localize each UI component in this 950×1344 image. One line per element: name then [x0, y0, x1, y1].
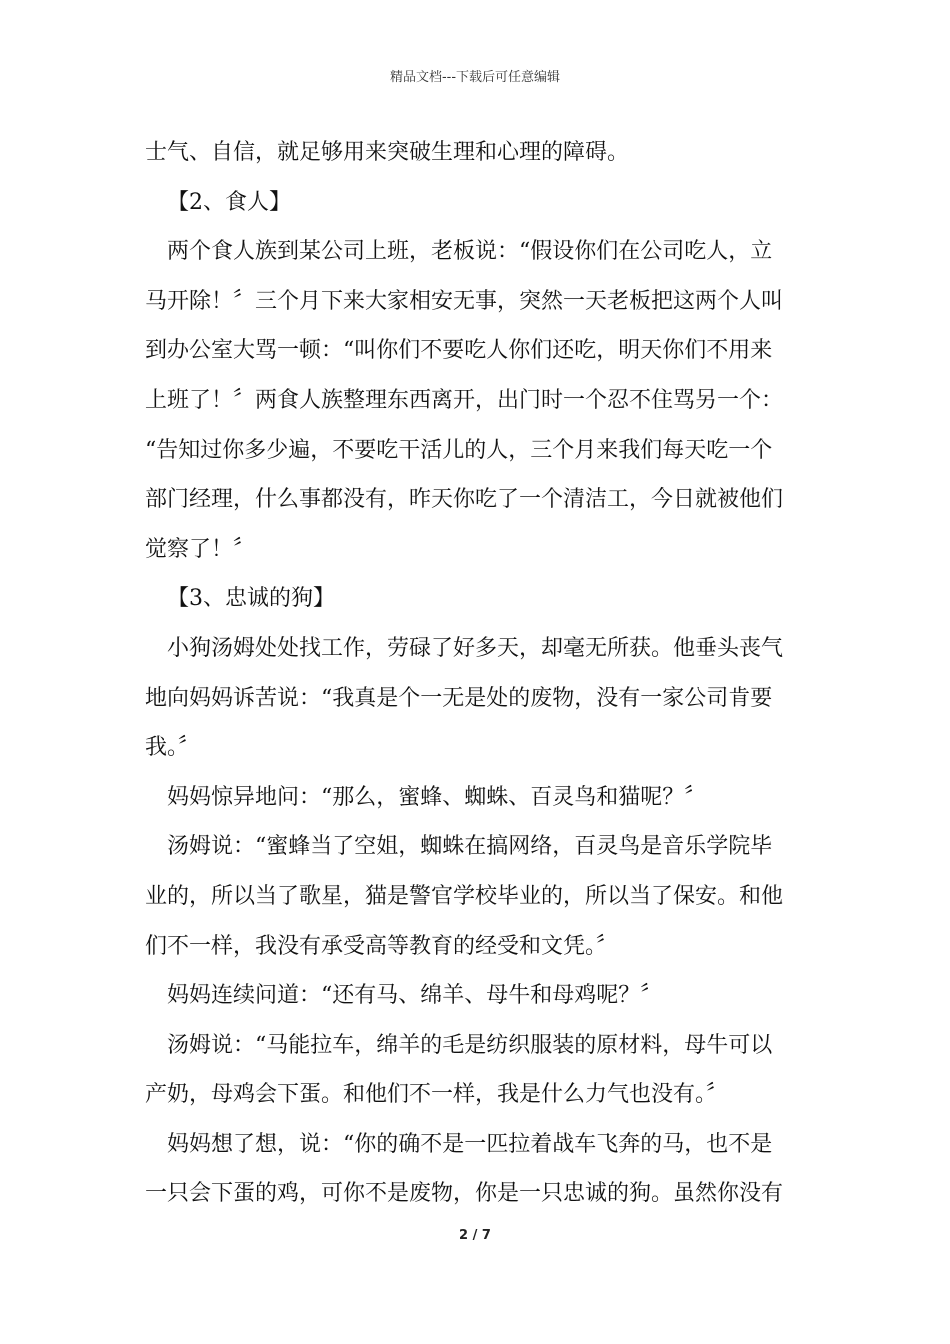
text-line: 们不一样，我没有承受高等教育的经受和文凭。〞	[145, 933, 619, 959]
text-line: 觉察了！〞	[145, 536, 256, 562]
text-line: 业的，所以当了歌星，猫是警官学校毕业的，所以当了保安。和他	[145, 883, 784, 909]
text-line: 【2、食人】	[167, 189, 291, 215]
text-line: 到办公室大骂一顿：“叫你们不要吃人你们还吃，明天你们不用来	[145, 338, 773, 364]
text-line: 汤姆说：“马能拉车，绵羊的毛是纺织服装的原材料，母牛可以	[167, 1032, 773, 1058]
text-line: 上班了！〞两食人族整理东西离开，出门时一个忍不住骂另一个：	[145, 387, 784, 413]
text-line: 地向妈妈诉苦说：“我真是个一无是处的废物，没有一家公司肯要	[145, 685, 773, 711]
text-line: 产奶，母鸡会下蛋。和他们不一样，我是什么力气也没有。〞	[145, 1082, 729, 1108]
document-body	[145, 128, 810, 1219]
text-line: 一只会下蛋的鸡，可你不是废物，你是一只忠诚的狗。虽然你没有	[145, 1181, 784, 1207]
text-line: 妈妈想了想，说：“你的确不是一匹拉着战车飞奔的马，也不是	[167, 1131, 773, 1157]
text-line: 两个食人族到某公司上班，老板说：“假设你们在公司吃人，立	[167, 239, 773, 265]
text-line: 部门经理，什么事都没有，昨天你吃了一个清洁工，今日就被他们	[145, 487, 784, 513]
page-number: 2 / 7	[459, 1228, 491, 1243]
text-line: “告知过你多少遍，不要吃干活儿的人，三个月来我们每天吃一个	[145, 437, 773, 463]
text-line: 妈妈连续问道：“还有马、绵羊、母牛和母鸡呢？〞	[167, 983, 663, 1009]
text-line: 马开除！〞三个月下来大家相安无事，突然一天老板把这两个人叫	[145, 288, 784, 314]
text-line: 【3、忠诚的狗】	[167, 586, 335, 612]
text-line: 妈妈惊异地问：“那么，蜜蜂、蜘蛛、百灵鸟和猫呢？〞	[167, 784, 707, 810]
text-line: 我。〞	[145, 735, 201, 761]
text-line: 士气、自信，就足够用来突破生理和心理的障碍。	[145, 140, 630, 165]
text-line: 汤姆说：“蜜蜂当了空姐，蜘蛛在搞网络，百灵鸟是音乐学院毕	[167, 834, 773, 860]
page-header: 精品文档---下载后可任意编辑	[389, 70, 561, 85]
text-line: 小狗汤姆处处找工作，劳碌了好多天，却毫无所获。他垂头丧气	[167, 635, 784, 661]
